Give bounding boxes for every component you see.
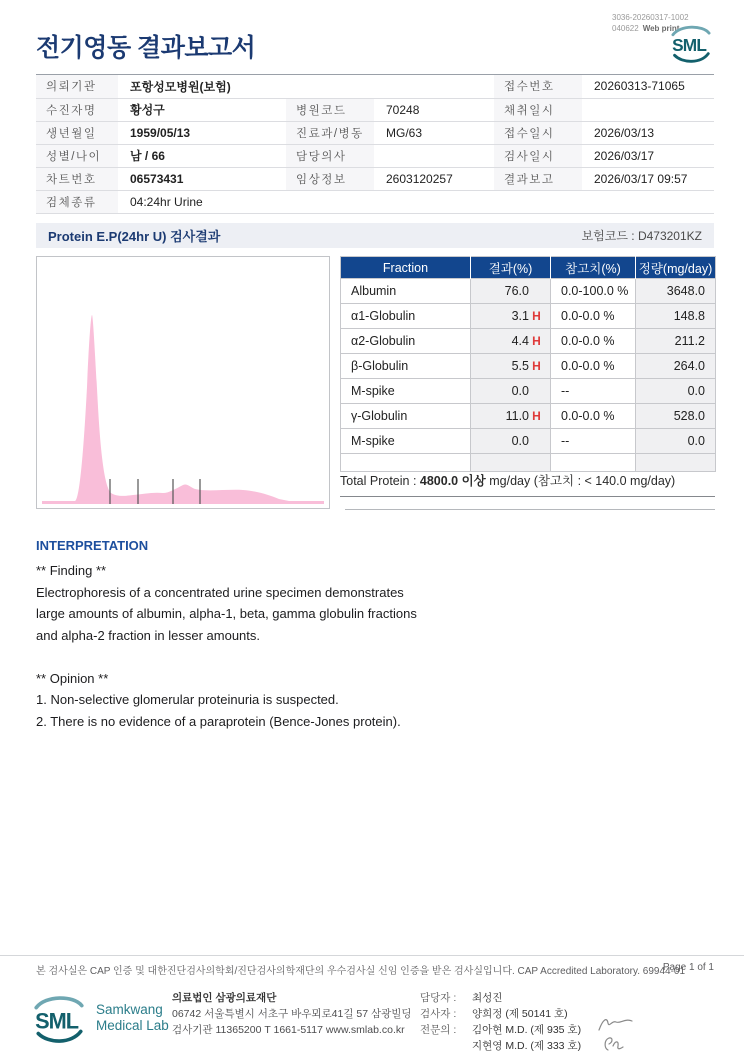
sml-logo-icon	[30, 992, 88, 1044]
fraction-name: M-spike	[341, 429, 471, 454]
result-value: 5.5	[511, 359, 529, 373]
staff-row	[420, 1022, 581, 1038]
result-section-title: Protein E.P(24hr U) 검사결과	[48, 229, 221, 244]
table-row	[36, 190, 714, 213]
org-en-line1: Samkwang	[96, 1002, 163, 1017]
field-value-accession-no: 20260313-71065	[582, 75, 714, 98]
patient-info-table	[36, 75, 714, 214]
field-label-requesting-org: 의뢰기관	[36, 75, 118, 98]
staff-name: 최성진	[472, 992, 503, 1004]
field-value-department-ward: MG/63	[374, 121, 494, 144]
column-header-reference: 참고치(%)	[551, 257, 636, 279]
reference-range: 0.0-0.0 %	[551, 404, 636, 429]
quantity-value: 264.0	[636, 354, 716, 379]
total-protein-line	[340, 471, 715, 497]
field-value-hospital-code: 70248	[374, 98, 494, 121]
fraction-name: γ-Globulin	[341, 404, 471, 429]
organization-name: 의료법인 삼광의료재단	[172, 992, 277, 1004]
field-value-specimen-type: 04:24hr Urine	[118, 190, 714, 213]
field-value-result-reported: 2026/03/17 09:57	[582, 167, 714, 190]
results-table	[340, 256, 716, 472]
interpretation-line: and alpha-2 fraction in lesser amounts.	[36, 627, 261, 643]
sml-logo	[668, 22, 714, 69]
footer-divider	[0, 955, 744, 956]
result-value: 0.0	[511, 434, 529, 448]
accreditation-text: 본 검사실은 CAP 인증 및 대한진단검사의학회/진단검사의학재단의 우수검사실 신임 인증을 받은 검사실입니다. CAP Accredited Laboratory. 69944-01	[36, 966, 686, 977]
insurance-code: 보험코드 : D473201KZ	[581, 229, 702, 243]
result-value: 4.4	[511, 334, 529, 348]
reference-range: 0.0-100.0 %	[551, 279, 636, 304]
field-label-sex-age: 성별/나이	[36, 144, 118, 167]
field-value-birthdate: 1959/05/13	[118, 121, 286, 144]
reference-range: --	[551, 379, 636, 404]
field-label-collection-datetime: 채취일시	[494, 98, 582, 121]
interpretation-line	[36, 646, 596, 668]
staff-label	[420, 1038, 464, 1052]
column-header-fraction: Fraction	[341, 257, 471, 279]
quantity-value: 3648.0	[636, 279, 716, 304]
web-print-label: Web print	[642, 24, 680, 33]
quantity-value: 0.0	[636, 379, 716, 404]
table-row	[36, 98, 714, 121]
field-label-result-reported: 결과보고	[494, 167, 582, 190]
fraction-name: M-spike	[341, 379, 471, 404]
field-value-physician	[374, 144, 494, 167]
results-divider	[345, 509, 715, 510]
quantity-value: 0.0	[636, 429, 716, 454]
field-value-requesting-org: 포항성모병원(보험)	[118, 75, 494, 98]
table-row	[341, 379, 716, 404]
staff-name: 양희정 (제 50141 호)	[472, 1008, 568, 1020]
table-row	[341, 304, 716, 329]
table-row	[341, 279, 716, 304]
field-label-patient-name: 수진자명	[36, 98, 118, 121]
empty-row	[341, 454, 716, 472]
results-header-row	[341, 257, 716, 279]
field-label-chart-no: 차트번호	[36, 167, 118, 190]
table-row	[341, 354, 716, 379]
org-en-line2: Medical Lab	[96, 1018, 169, 1033]
field-label-received-datetime: 접수일시	[494, 121, 582, 144]
field-value-received-datetime: 2026/03/13	[582, 121, 714, 144]
densitometry-curve	[37, 257, 329, 508]
result-flag: H	[532, 359, 541, 373]
document-number-line2: 040622	[612, 24, 639, 33]
table-row	[36, 75, 714, 98]
reference-range: --	[551, 429, 636, 454]
staff-label: 담당자 :	[420, 992, 457, 1004]
organization-address: 06742 서울특별시 서초구 바우뫼로41길 57 삼광빌딩	[172, 1008, 412, 1020]
field-label-clinical-info: 임상정보	[286, 167, 374, 190]
result-flag: H	[532, 309, 541, 323]
column-header-result: 결과(%)	[471, 257, 551, 279]
result-section-bar	[36, 223, 714, 248]
footer-logo-name	[96, 1002, 169, 1034]
table-row	[341, 329, 716, 354]
field-label-department-ward: 진료과/병동	[286, 121, 374, 144]
reference-range: 0.0-0.0 %	[551, 304, 636, 329]
field-value-chart-no: 06573431	[118, 167, 286, 190]
page-title: 전기영동 결과보고서	[36, 34, 256, 62]
table-row	[36, 121, 714, 144]
svg-text:SML: SML	[35, 1008, 78, 1034]
quantity-value: 148.8	[636, 304, 716, 329]
field-label-test-datetime: 검사일시	[494, 144, 582, 167]
field-label-physician: 담당의사	[286, 144, 374, 167]
reference-range: 0.0-0.0 %	[551, 354, 636, 379]
staff-name: 김아현 M.D. (제 935 호)	[472, 1024, 582, 1036]
result-flag: H	[532, 409, 541, 423]
interpretation-title: INTERPRETATION	[36, 538, 149, 553]
result-value: 76.0	[504, 284, 529, 298]
field-value-clinical-info: 2603120257	[374, 167, 494, 190]
interpretation-line: Electrophoresis of a concentrated urine specimen demonstrates	[36, 584, 404, 600]
staff-info	[420, 990, 581, 1052]
staff-row	[420, 1006, 581, 1022]
interpretation-line: ** Finding **	[36, 563, 107, 578]
field-label-hospital-code: 병원코드	[286, 98, 374, 121]
result-value: 3.1	[511, 309, 529, 323]
fraction-name: α1-Globulin	[341, 304, 471, 329]
field-value-collection-datetime	[582, 98, 714, 121]
page-number: Page 1 of 1	[662, 962, 714, 973]
interpretation-line: ** Opinion **	[36, 670, 109, 686]
sml-logo-icon	[668, 22, 714, 64]
svg-text:SML: SML	[672, 35, 707, 56]
electrophoresis-curve-chart	[36, 256, 330, 509]
staff-row	[420, 990, 581, 1006]
field-value-sex-age: 남 / 66	[118, 144, 286, 167]
result-value: 0.0	[511, 384, 529, 398]
total-protein-reference: mg/day (참고치 : < 140.0 mg/day)	[485, 474, 676, 488]
interpretation-line: large amounts of albumin, alpha-1, beta, gamma globulin fractions	[36, 606, 417, 621]
staff-row	[420, 1038, 581, 1052]
quantity-value: 211.2	[636, 329, 716, 354]
column-header-quantity: 정량(mg/day)	[636, 257, 716, 279]
staff-label: 검사자 :	[420, 1008, 457, 1020]
field-label-accession-no: 접수번호	[494, 75, 582, 98]
total-protein-label: Total Protein :	[340, 474, 420, 488]
quantity-value: 528.0	[636, 404, 716, 429]
table-row	[36, 167, 714, 190]
interpretation-line: 2. There is no evidence of a paraprotein (Bence-Jones protein).	[36, 713, 401, 729]
interpretation-line: 1. Non-selective glomerular proteinuria is suspected.	[36, 692, 339, 707]
organization-info	[172, 990, 412, 1038]
signature-icon	[596, 1014, 636, 1034]
reference-range: 0.0-0.0 %	[551, 329, 636, 354]
result-flag: H	[532, 334, 541, 348]
field-value-patient-name: 황성구	[118, 98, 286, 121]
signature-icon	[600, 1034, 628, 1052]
field-value-test-datetime: 2026/03/17	[582, 144, 714, 167]
field-label-specimen-type: 검체종류	[36, 190, 118, 213]
table-row	[36, 144, 714, 167]
interpretation-section	[36, 538, 596, 732]
staff-label: 전문의 :	[420, 1024, 457, 1036]
total-protein-value: 4800.0 이상	[419, 474, 486, 488]
organization-contact: 검사기관 11365200 T 1661-5117 www.smlab.co.kr	[172, 1024, 405, 1036]
staff-name: 지현영 M.D. (제 333 호)	[472, 1040, 582, 1052]
table-row	[341, 429, 716, 454]
curve-area	[42, 315, 324, 504]
table-row	[341, 404, 716, 429]
fraction-name: β-Globulin	[341, 354, 471, 379]
document-number-line1: 3036-20260317-1002	[612, 13, 689, 22]
field-label-birthdate: 생년월일	[36, 121, 118, 144]
fraction-name: Albumin	[341, 279, 471, 304]
footer-logo	[30, 992, 169, 1044]
fraction-name: α2-Globulin	[341, 329, 471, 354]
result-value: 11.0	[505, 409, 529, 423]
